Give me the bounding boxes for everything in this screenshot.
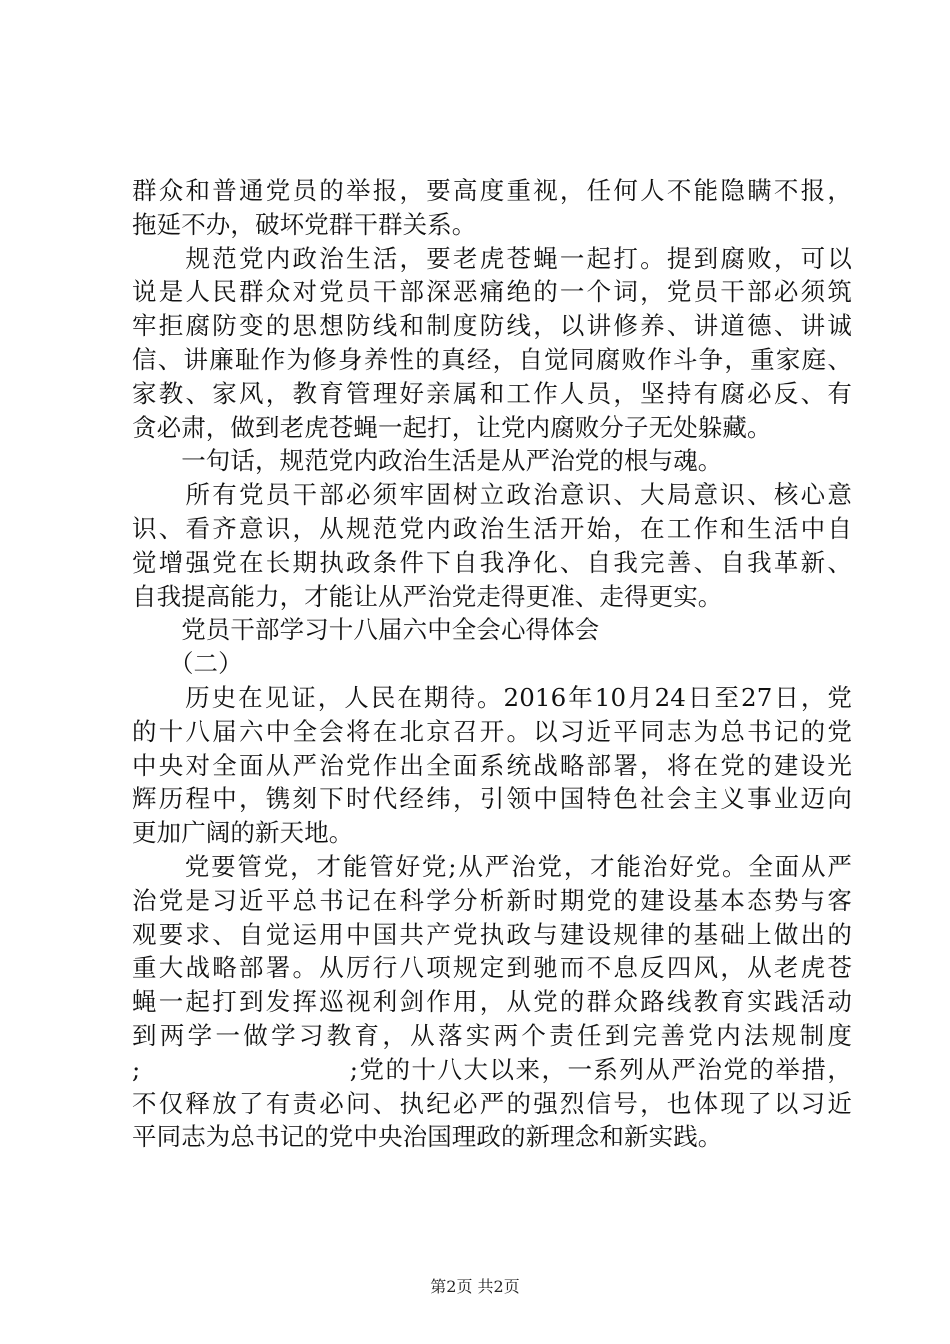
text-line: 党要管党，才能管好党;从严治党，才能治好党。全面从严: [132, 852, 852, 881]
text-line: 说是人民群众对党员干部深恶痛绝的一个词，党员干部必须筑: [132, 277, 852, 307]
text-line: 重大战略部署。从厉行八项规定到驰而不息反四风，从老虎苍: [132, 953, 852, 983]
text-line: 规范党内政治生活，要老虎苍蝇一起打。提到腐败，可以: [132, 243, 852, 273]
text-line: 历史在见证，人民在期待。2016年10月24日至27日，党: [132, 683, 852, 712]
text-line: 牢拒腐防变的思想防线和制度防线，以讲修养、讲道德、讲诚: [132, 311, 852, 341]
text-line: 治党是习近平总书记在科学分析新时期党的建设基本态势与客: [132, 885, 852, 915]
text-line: 贪必肃，做到老虎苍蝇一起打，让党内腐败分子无处躲藏。: [132, 412, 772, 442]
text-line: ; ;党的十八大以来，一系列从严治党的举措，: [132, 1054, 852, 1084]
text-line: 拖延不办，破坏党群干群关系。: [132, 209, 477, 239]
text-line: 蝇一起打到发挥巡视利剑作用，从党的群众路线教育实践活动: [132, 987, 852, 1017]
page-footer: 第2页 共2页: [430, 1277, 520, 1296]
text-line: 觉增强党在长期执政条件下自我净化、自我完善、自我革新、: [132, 547, 852, 577]
text-line: 到两学一做学习教育，从落实两个责任到完善党内法规制度: [132, 1021, 852, 1050]
text-line: （二）: [132, 649, 243, 679]
text-line: 自我提高能力，才能让从严治党走得更准、走得更实。: [132, 581, 723, 611]
text-line: 的十八届六中全会将在北京召开。以习近平同志为总书记的党: [132, 716, 852, 746]
text-line: 平同志为总书记的党中央治国理政的新理念和新实践。: [132, 1122, 723, 1152]
text-line: 党员干部学习十八届六中全会心得体会: [132, 615, 600, 645]
text-line: 不仅释放了有责必问、执纪必严的强烈信号，也体现了以习近: [132, 1088, 852, 1118]
text-line: 辉历程中，镌刻下时代经纬，引领中国特色社会主义事业迈向: [132, 784, 852, 814]
text-line: 观要求、自觉运用中国共产党执政与建设规律的基础上做出的: [132, 919, 852, 949]
text-line: 群众和普通党员的举报，要高度重视，任何人不能隐瞒不报，: [132, 176, 852, 205]
text-line: 所有党员干部必须牢固树立政治意识、大局意识、核心意: [132, 480, 852, 510]
text-line: 家教、家风，教育管理好亲属和工作人员，坚持有腐必反、有: [132, 378, 852, 408]
text-line: 中央对全面从严治党作出全面系统战略部署，将在党的建设光: [132, 750, 852, 780]
text-line: 信、讲廉耻作为修身养性的真经，自觉同腐败作斗争，重家庭、: [132, 345, 852, 374]
text-line: 识、看齐意识，从规范党内政治生活开始，在工作和生活中自: [132, 514, 852, 543]
text-line: 一句话，规范党内政治生活是从严治党的根与魂。: [132, 446, 723, 476]
text-line: 更加广阔的新天地。: [132, 818, 354, 848]
